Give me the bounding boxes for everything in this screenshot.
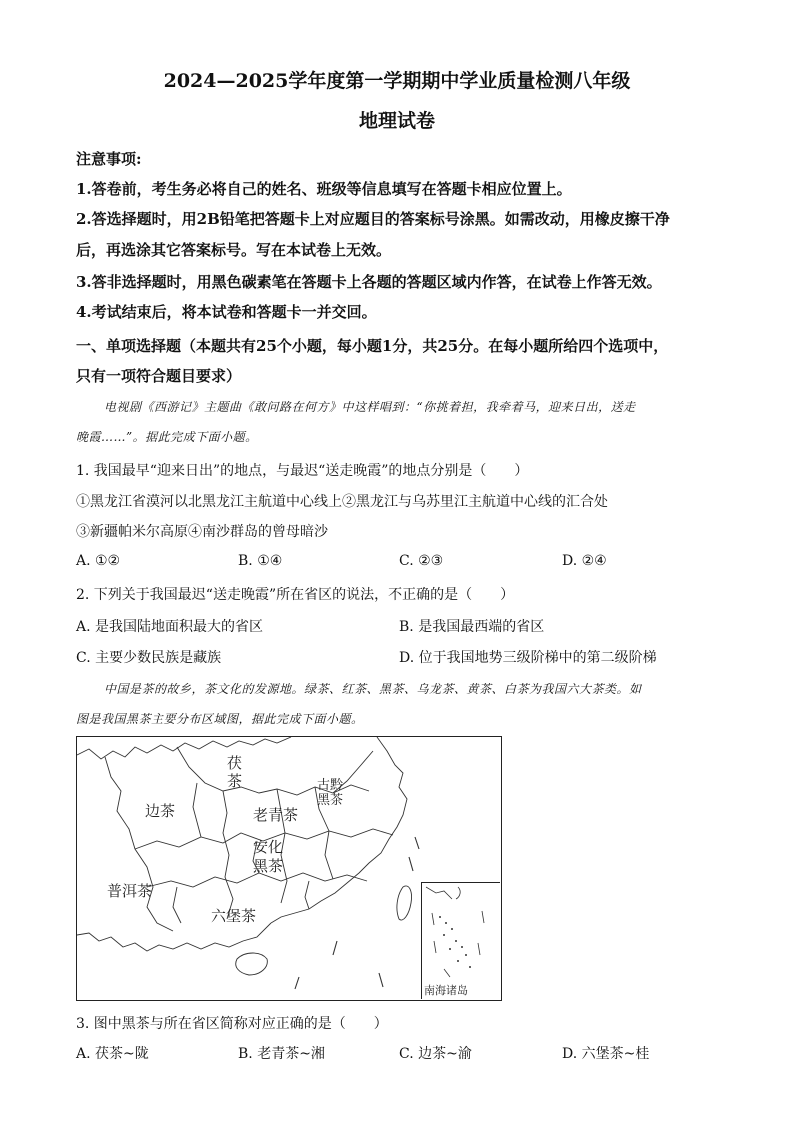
tea-distribution-map	[76, 736, 502, 1001]
map-label-guqian: 黑茶	[317, 793, 344, 808]
notice-item: 4.考试结束后，将本试卷和答题卡一并交回。	[76, 303, 377, 321]
notice-item: 后，再选涂其它答案标号。写在本试卷上无效。	[76, 241, 392, 259]
answer-option: C. 主要少数民族是藏族	[76, 650, 222, 666]
answer-option: B. 是我国最西端的省区	[399, 619, 545, 635]
answer-option: D. ②④	[562, 553, 607, 569]
passage-text: 图是我国黑茶主要分布区域图，据此完成下面小题。	[76, 712, 364, 726]
passage-text: 中国是茶的故乡，茶文化的发源地。绿茶、红茶、黑茶、乌龙茶、黄茶、白茶为我国六大茶类。如	[104, 682, 642, 696]
question-stem: 2. 下列关于我国最迟“送走晚霞”所在省区的说法，不正确的是（ ）	[76, 587, 515, 603]
answer-option: A. 是我国陆地面积最大的省区	[76, 619, 264, 635]
map-label-biancha: 边茶	[145, 802, 176, 820]
notice-item: 3.答非选择题时，用黑色碳素笔在答题卡上各题的答题区域内作答，在试卷上作答无效。	[76, 273, 662, 291]
answer-option: D. 位于我国地势三级阶梯中的第二级阶梯	[399, 650, 657, 666]
question-line: ①黑龙江省漠河以北黑龙江主航道中心线上②黑龙江与乌苏里江主航道中心线的汇合处	[76, 494, 608, 510]
passage-text: 晚霞……”。据此完成下面小题。	[76, 430, 258, 444]
answer-option: D. 六堡茶~桂	[562, 1046, 650, 1062]
notice-heading: 注意事项:	[76, 150, 142, 168]
page-title: 2024—2025学年度第一学期期中学业质量检测八年级	[163, 70, 631, 92]
map-label-liubaocha: 六堡茶	[211, 907, 257, 925]
map-label-anhua: 黑茶	[253, 857, 284, 875]
map-label-laoqingcha: 老青茶	[253, 806, 299, 824]
map-label-guqian: 古黔	[317, 778, 344, 793]
answer-option: C. 边茶~渝	[399, 1046, 472, 1062]
passage-text: 电视剧《西游记》主题曲《敢问路在何方》中这样唱到：“你挑着担，我牵着马，迎来日出，送走	[104, 400, 636, 414]
answer-option: B. ①④	[238, 553, 283, 569]
map-label-fucha: 茯	[227, 754, 243, 772]
inset-label: 南海诸岛	[424, 984, 468, 997]
answer-option: A. ①②	[76, 553, 121, 569]
page-subtitle: 地理试卷	[358, 110, 435, 132]
answer-option: A. 茯茶~陇	[76, 1046, 149, 1062]
map-label-puercha: 普洱茶	[107, 882, 153, 900]
answer-option: C. ②③	[399, 553, 444, 569]
south-china-sea-inset	[421, 882, 500, 999]
section-heading: 一、单项选择题（本题共有25个小题，每小题1分，共25分。在每小题所给四个选项中，	[76, 337, 669, 355]
notice-item: 2.答选择题时，用2B铅笔把答题卡上对应题目的答案标号涂黑。如需改动，用橡皮擦干净	[76, 210, 670, 228]
map-label-fucha: 茶	[227, 772, 243, 790]
notice-item: 1.答卷前，考生务必将自己的姓名、班级等信息填写在答题卡相应位置上。	[76, 180, 572, 198]
question-stem: 3. 图中黑茶与所在省区简称对应正确的是（ ）	[76, 1016, 388, 1032]
question-stem: 1. 我国最早“迎来日出”的地点，与最迟“送走晚霞”的地点分别是（ ）	[76, 463, 529, 479]
answer-option: B. 老青茶~湘	[238, 1046, 325, 1062]
map-label-anhua: 安化	[253, 838, 284, 856]
section-heading-cont: 只有一项符合题目要求）	[76, 367, 242, 385]
question-line: ③新疆帕米尔高原④南沙群岛的曾母暗沙	[76, 524, 328, 540]
